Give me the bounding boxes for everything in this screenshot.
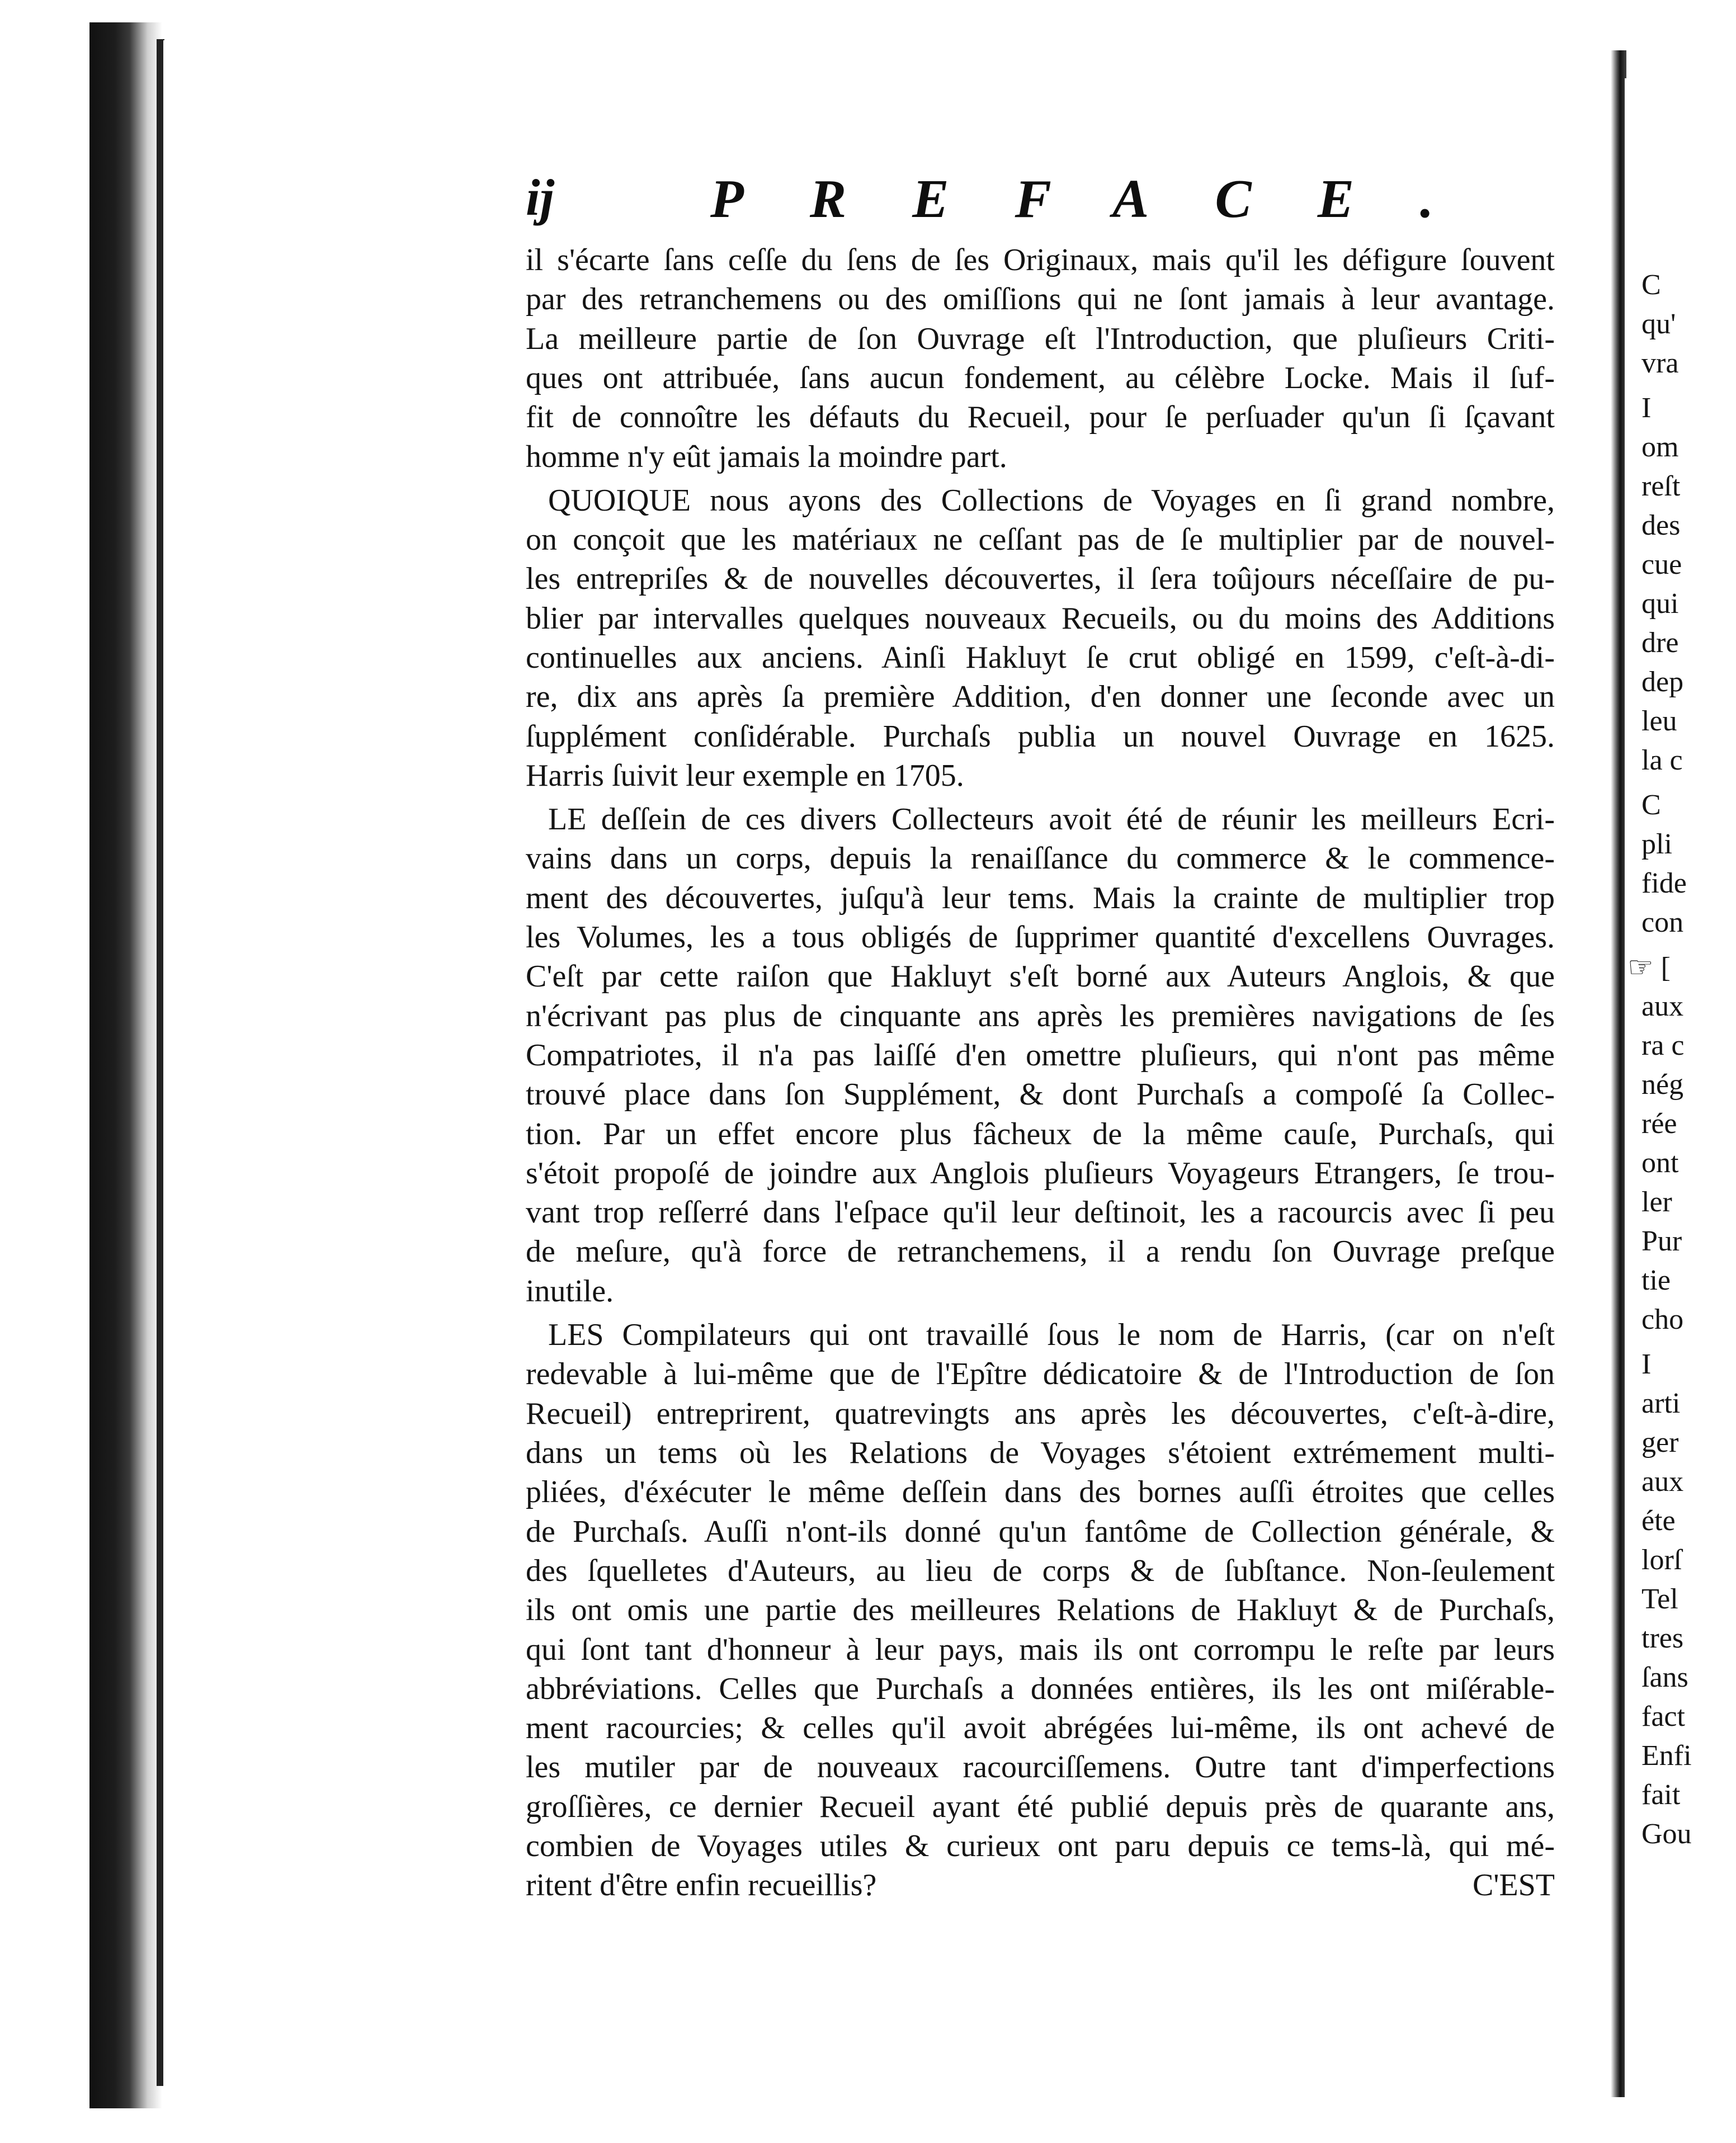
text-line: il s'écarte ſans ceſſe du ſens de ſes Originaux, mais qu'il les défigure ſouvent <box>526 243 1555 277</box>
facing-page-fragment: cue <box>1641 549 1682 580</box>
text-line: abbréviations. Celles que Purchaſs a données entières, ils les ont miſérable- <box>526 1672 1555 1706</box>
text-line: des ſquelletes d'Auteurs, au lieu de corps & de ſubſtance. Non-ſeulement <box>526 1554 1555 1588</box>
text-line: ils ont omis une partie des meilleures Relations de Hakluyt & de Purchaſs, <box>526 1593 1555 1627</box>
text-line: Harris ſuivit leur exemple en 1705. <box>526 758 964 793</box>
facing-page-fragment: leu <box>1641 705 1677 737</box>
text-line: tion. Par un effet encore plus fâcheux de la même cauſe, Purchaſs, qui <box>526 1117 1555 1151</box>
facing-page-fragment: pli <box>1641 828 1672 860</box>
facing-page-fragment: C <box>1641 269 1661 301</box>
text-line: ment des découvertes, juſqu'à leur tems. Mais la crainte de multiplier trop <box>526 881 1555 915</box>
text-line: blier par intervalles quelques nouveaux Recueils, ou du moins des Additions <box>526 601 1555 636</box>
facing-page-fragment: des <box>1641 509 1681 541</box>
book-gutter-shadow <box>89 22 162 2108</box>
text-line: ritent d'être enfin recueillis? <box>526 1868 877 1903</box>
text-line: re, dix ans après ſa première Addition, d'en donner une ſeconde avec un <box>526 679 1555 714</box>
text-line: vains dans un corps, depuis la renaiſſance du commerce & le commence- <box>526 841 1555 876</box>
facing-page-fragment: om <box>1641 431 1679 463</box>
facing-page-fragment: fact <box>1641 1701 1685 1733</box>
facing-page-fragment: tie <box>1641 1264 1671 1296</box>
text-line: LES Compilateurs qui ont travaillé ſous le nom de Harris, (car on n'eſt <box>548 1318 1555 1352</box>
text-line: n'écrivant pas plus de cinquante ans après les premières navigations de ſes <box>526 999 1555 1033</box>
facing-page-fragment: éte <box>1641 1505 1676 1537</box>
facing-page-fragment: fait <box>1641 1779 1681 1811</box>
text-line: continuelles aux anciens. Ainſi Hakluyt ſe crut obligé en 1599, c'eſt-à-di- <box>526 640 1555 675</box>
text-line: les entrepriſes & de nouvelles découvertes, il ſera toûjours néceſſaire de pu- <box>526 561 1555 596</box>
page-header <box>526 168 1500 235</box>
page-fold <box>1611 50 1626 2097</box>
facing-page-fragment: ger <box>1641 1427 1679 1458</box>
text-line: de meſure, qu'à force de retranchemens, il a rendu ſon Ouvrage preſque <box>526 1234 1555 1269</box>
text-line: fit de connoître les défauts du Recueil, pour ſe perſuader qu'un ſi ſçavant <box>526 400 1555 435</box>
text-line: redevable à lui-même que de l'Epître dédicatoire & de l'Introduction de ſon <box>526 1357 1555 1391</box>
facing-page-fragment: arti <box>1641 1387 1681 1419</box>
text-line: trouvé place dans ſon Supplément, & dont Purchaſs a compoſé ſa Collec- <box>526 1077 1555 1112</box>
facing-page-fragment: aux <box>1641 1466 1684 1498</box>
text-line: C'eſt par cette raiſon que Hakluyt s'eſt borné aux Auteurs Anglois, & que <box>526 959 1555 994</box>
facing-page-fragment: Enfi <box>1641 1740 1692 1772</box>
text-line: on conçoit que les matériaux ne ceſſant pas de ſe multiplier par de nouvel- <box>526 522 1555 557</box>
text-line: inutile. <box>526 1274 614 1309</box>
facing-page-fragment: lorſ <box>1641 1544 1682 1576</box>
facing-page-fragment: aux <box>1641 990 1684 1022</box>
page-number: ij <box>526 169 555 226</box>
facing-page-fragment: vra <box>1641 347 1679 379</box>
running-title: PREFACE. <box>710 169 1500 229</box>
text-line: groſſières, ce dernier Recueil ayant été publié depuis près de quarante ans, <box>526 1790 1555 1824</box>
facing-page-fragment: qu' <box>1641 308 1676 340</box>
facing-page-fragment: reſt <box>1641 470 1681 502</box>
text-line: s'étoit propoſé de joindre aux Anglois pluſieurs Voyageurs Etrangers, ſe trou- <box>526 1156 1555 1191</box>
facing-page-fragment: I <box>1641 392 1652 424</box>
facing-page-fragment: qui <box>1641 588 1679 620</box>
facing-page-fragment: ſans <box>1641 1661 1688 1693</box>
text-line: par des retranchemens ou des omiſſions qui ne ſont jamais à leur avantage. <box>526 282 1555 317</box>
facing-page-fragment: Tel <box>1641 1583 1678 1615</box>
facing-page-fragment: la c <box>1641 744 1683 776</box>
text-line: Recueil) entreprirent, quatrevingts ans après les découvertes, c'eſt-à-dire, <box>526 1396 1555 1431</box>
facing-page-fragment: fide <box>1641 867 1687 899</box>
facing-page-fragment: ont <box>1641 1147 1679 1179</box>
facing-page-fragment: Gou <box>1641 1818 1692 1850</box>
text-line: pliées, d'éxécuter le même deſſein dans des bornes auſſi étroites que celles <box>526 1475 1555 1509</box>
text-line: combien de Voyages utiles & curieux ont paru depuis ce tems-là, qui mé- <box>526 1829 1555 1863</box>
facing-page-fragment: Pur <box>1641 1225 1682 1257</box>
text-line: LE deſſein de ces divers Collecteurs avoit été de réunir les meilleurs Ecri- <box>548 802 1555 837</box>
facing-page-fragment: C <box>1641 789 1661 821</box>
facing-page-fragment: nég <box>1641 1069 1684 1101</box>
text-line: ques ont attribuée, ſans aucun fondement, au célèbre Locke. Mais il ſuf- <box>526 361 1555 395</box>
facing-page-fragment: ra c <box>1641 1030 1685 1061</box>
facing-page-fragment: con <box>1641 907 1684 938</box>
text-line: de Purchaſs. Auſſi n'ont-ils donné qu'un fantôme de Collection générale, & <box>526 1514 1555 1549</box>
facing-page-fragment: rée <box>1641 1108 1677 1140</box>
facing-page-fragment: dre <box>1641 627 1679 659</box>
text-line: qui ſont tant d'honneur à leur pays, mais ils ont corrompu le reſte par leurs <box>526 1632 1555 1667</box>
facing-page-fragment: I <box>1641 1348 1652 1380</box>
text-line: QUOIQUE nous ayons des Collections de Voyages en ſi grand nombre, <box>548 483 1555 518</box>
text-line: vant trop reſſerré dans l'eſpace qu'il leur deſtinoit, les a racourcis avec ſi peu <box>526 1195 1555 1230</box>
catchword: C'EST <box>1473 1868 1555 1903</box>
facing-page-fragment: dep <box>1641 666 1684 698</box>
facing-page <box>1625 78 1736 2103</box>
facing-page-fragment: cho <box>1641 1304 1684 1335</box>
text-line: les mutiler par de nouveaux racourciſſemens. Outre tant d'imperfections <box>526 1750 1555 1785</box>
text-line: ment racourcies; & celles qu'il avoit abrégées lui-même, ils ont achevé de <box>526 1711 1555 1745</box>
text-line: La meilleure partie de ſon Ouvrage eſt l'Introduction, que pluſieurs Criti- <box>526 322 1555 356</box>
text-line: Compatriotes, il n'a pas laiſſé d'en omettre pluſieurs, qui n'ont pas même <box>526 1038 1555 1073</box>
facing-page-fragment: tres <box>1641 1622 1684 1654</box>
text-line: les Volumes, les a tous obligés de ſupprimer quantité d'excellens Ouvrages. <box>526 920 1555 955</box>
text-line: dans un tems où les Relations de Voyages s'étoient extrémement multi- <box>526 1436 1555 1470</box>
facing-page-fragment: ler <box>1641 1186 1672 1218</box>
text-line: ſupplément conſidérable. Purchaſs publia un nouvel Ouvrage en 1625. <box>526 719 1555 754</box>
facing-page-fragment: ☞ [ <box>1628 952 1671 984</box>
text-line: homme n'y eût jamais la moindre part. <box>526 440 1007 474</box>
